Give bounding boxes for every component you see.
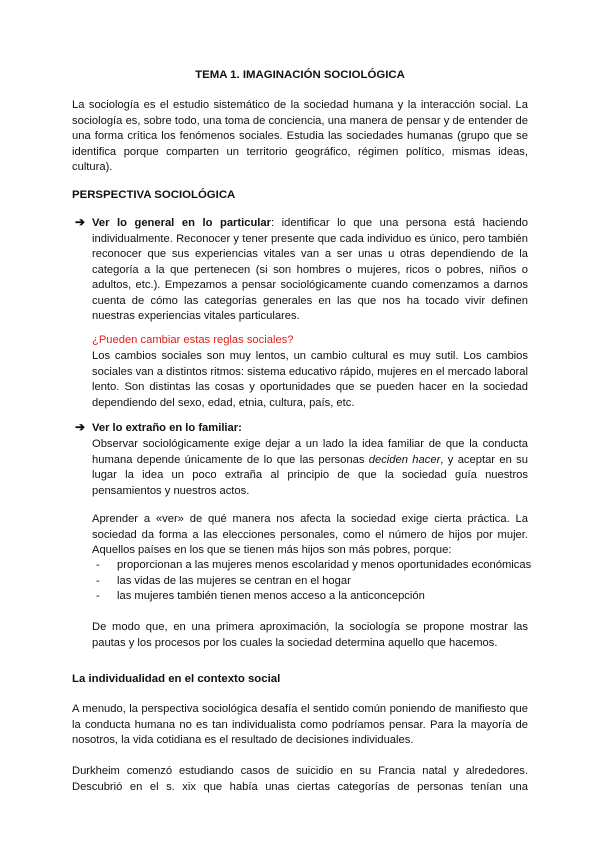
text-run: sociales van a distintos ritmos: sistema educativo rápido, mujeres en el mercado laboral — [92, 365, 528, 378]
text-line — [72, 702, 528, 718]
text-line — [92, 232, 528, 248]
arrow-bullet-icon: ➔ — [75, 420, 86, 434]
familiar-paragraph — [92, 437, 528, 499]
text-run: Observar sociológicamente exige dejar a un lado la idea familiar de que la conducta — [92, 438, 528, 450]
text-line — [72, 145, 528, 161]
text-line — [92, 437, 528, 453]
text-line — [72, 718, 528, 734]
text-line — [92, 349, 528, 365]
list-item-text: las vidas de las mujeres se centran en el hogar — [117, 574, 351, 587]
text-line — [72, 780, 528, 796]
text-line — [72, 733, 528, 749]
text-line — [92, 263, 528, 279]
text-line — [92, 247, 528, 263]
text-line — [72, 114, 528, 130]
bold-text: Ver lo general en lo particular — [92, 217, 271, 229]
text-line — [92, 309, 528, 325]
document-title: TEMA 1. IMAGINACIÓN SOCIOLÓGICA — [195, 69, 405, 81]
text-run: adultos, etc.). Empezamos a pensar sociológicamente cuando comenzamos a darnos — [92, 279, 528, 291]
text-line — [92, 294, 528, 310]
text-line — [92, 636, 528, 652]
text-run: : identificar lo que una persona está haciendo — [270, 217, 528, 229]
text-run: lento. Son distintas las cosas y oportunidades que se pueden hacer en la sociedad — [92, 381, 528, 393]
text-run: cuenta de cómo las categorías generales en las que nos ha tocado vivir definen — [92, 294, 528, 307]
text-run: lugar la idea un poco extraña al principio de que la sociedad guía nuestros — [92, 469, 528, 481]
arrow-bullet-icon: ➔ — [75, 215, 86, 229]
text-run: sociología es, sobre todo, una toma de conciencia, una manera de pensar y de entender de — [72, 114, 528, 127]
individuality-paragraph — [72, 702, 528, 749]
list-item-text: las mujeres también tienen menos acceso a la anticoncepción — [117, 590, 425, 602]
changes-paragraph — [92, 349, 528, 411]
text-line — [92, 620, 528, 636]
text-line — [92, 453, 528, 469]
text-run: A menudo, la perspectiva sociológica desafía el sentido común poniendo de manifiesto que — [72, 703, 528, 715]
bullet-general-particular — [92, 216, 528, 325]
text-line — [92, 468, 528, 484]
learn-paragraph — [92, 512, 528, 559]
text-run: Descubrió en el s. xix que había unas ciertas categorías de personas tenían una — [72, 780, 528, 793]
text-line — [72, 764, 528, 780]
text-run: De modo que, en una primera aproximación, la sociología se propone mostrar las — [92, 621, 528, 633]
dash-marker: - — [96, 559, 100, 571]
text-run: nuestras experiencias vitales particulares. — [92, 310, 300, 322]
text-line — [92, 543, 528, 559]
text-run: La sociología es el estudio sistemático de la sociedad humana y la interacción social. La — [72, 99, 528, 111]
dash-marker: - — [96, 590, 100, 602]
list-item — [0, 574, 600, 590]
text-run: sociedad da forma a las elecciones personales, como el número de hijos por mujer. — [92, 528, 528, 541]
text-run: la conducta humana no es tan individualista como podríamos pensar. Para la mayoría de — [72, 718, 528, 731]
section-heading-perspectiva: PERSPECTIVA SOCIOLÓGICA — [72, 189, 236, 201]
intro-paragraph — [72, 98, 528, 176]
italic-text: deciden hacer — [368, 453, 441, 466]
text-run: Aquellos países en los que se tienen más hijos son más pobres, porque: — [92, 544, 452, 556]
dash-marker: - — [96, 574, 100, 587]
question-heading: ¿Pueden cambiar estas reglas sociales? — [92, 334, 294, 346]
text-run: pautas y los procesos por los cuales la sociedad determina aquello que hacemos. — [92, 636, 498, 649]
section-heading-individualidad: La individualidad en el contexto social — [72, 673, 281, 685]
conclusion-paragraph — [92, 620, 528, 651]
text-line — [92, 512, 528, 528]
list-item — [0, 558, 600, 574]
text-run: individualmente. Reconocer y tener presente que cada individuo es único, pero también — [92, 232, 528, 245]
list-item — [0, 589, 600, 605]
text-line — [92, 380, 528, 396]
text-run: Los cambios sociales son muy lentos, un cambio cultural es muy sutil. Los cambios — [92, 350, 528, 362]
text-run: humana depende únicamente de lo que las personas — [92, 453, 369, 466]
text-run: Durkheim comenzó estudiando casos de suicidio en su Francia natal y alrededores. — [72, 765, 528, 777]
text-run: cultura). — [72, 161, 113, 173]
text-run: categoría a la que pertenecen (si son hombres o mujeres, ricos o pobres, niños o — [92, 263, 528, 276]
text-run: , y aceptar en su — [440, 453, 528, 466]
text-line — [92, 278, 528, 294]
text-line — [72, 160, 528, 176]
text-run: pensamientos y nuestros actos. — [92, 484, 250, 497]
text-line — [92, 216, 528, 232]
text-line — [92, 528, 528, 544]
text-run: identifica porque comparten un territorio geográfico, régimen político, mismas ideas, — [72, 145, 528, 158]
text-run: Aprender a «ver» de qué manera nos afecta la sociedad exige cierta práctica. La — [92, 513, 528, 525]
text-run: una forma crítica los fenómenos sociales. Estudia las sociedades humanas (grupo que se — [72, 130, 528, 142]
reasons-list — [0, 558, 600, 605]
text-line — [92, 484, 528, 500]
text-line — [72, 98, 528, 114]
text-line — [72, 129, 528, 145]
text-run: reconocer que sus experiencias vitales van a ser unas u otras dependiendo de la — [92, 248, 528, 260]
text-run: nosotros, la vida cotidiana es el resultado de decisiones individuales. — [72, 734, 414, 746]
text-run: dependiendo del sexo, edad, etnia, cultura, país, etc. — [92, 396, 355, 409]
durkheim-paragraph — [72, 764, 528, 795]
text-line — [92, 396, 528, 412]
list-item-text: proporcionan a las mujeres menos escolaridad y menos oportunidades económicas — [117, 559, 532, 571]
text-line — [92, 365, 528, 381]
bullet-extrano-familiar-title: Ver lo extraño en lo familiar: — [92, 422, 242, 434]
